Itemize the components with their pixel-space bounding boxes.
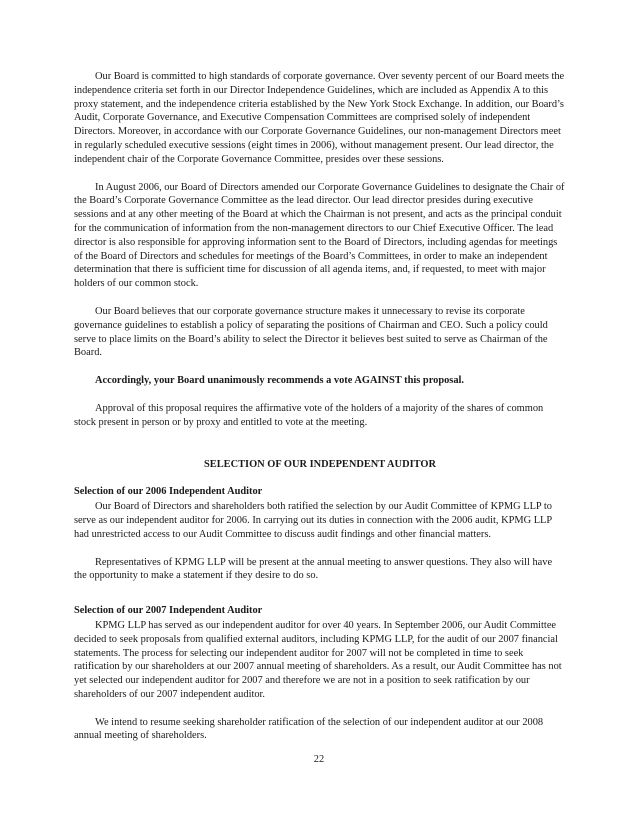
paragraph-2006-ratification: Our Board of Directors and shareholders both ratified the selection by our Audit Committee of KPMG LLP to serve as our independent auditor for 2006. In carrying out its duties in connection with the 2006 audit, KPMG LLP had unrestricted access to our Audit Committee to discuss audit findings and other financial matters.	[74, 501, 552, 540]
subheading-2006-auditor: Selection of our 2006 Independent Auditor	[74, 486, 263, 498]
page-number: 22	[313, 754, 325, 765]
section-heading-auditor: SELECTION OF OUR INDEPENDENT AUDITOR	[204, 458, 436, 470]
paragraph-approval-requirement: Approval of this proposal requires the affirmative vote of the holders of a majority of the shares of common stock present in person or by proxy and entitled to vote at the meeting.	[74, 402, 544, 428]
document-page	[74, 70, 566, 757]
paragraph-kpmg-representatives: Representatives of KPMG LLP will be present at the annual meeting to answer questions. They also will have the opportunity to make a statement if they desire to do so.	[74, 556, 553, 582]
paragraph-governance-standards: Our Board is committed to high standards of corporate governance. Over seventy percent of our Board meets the independence criteria set forth in our Director Independence Guidelines, which are included as Appendix A to this proxy statement, and the independence criteria established by the New York Stock Exchange. In addition, our Board’s Audit, Corporate Governance, and Executive Compensation Committees are comprised solely of independent Directors. Moreover, in accordance with our Corporate Governance Guidelines, our non-management Directors meet in regularly scheduled executive sessions (eight times in 2006), without management present. Our lead director, the independent chair of the Corporate Governance Committee, presides over these sessions.	[74, 71, 565, 165]
paragraph-lead-director: In August 2006, our Board of Directors amended our Corporate Governance Guidelines to designate the Chair of the Board’s Corporate Governance Committee as the lead director. Our lead director presides during executive sessions and at any other meeting of the Board at which the Chairman is not present, and acts as the principal conduit for the communication of information from the non-management directors to our Chief Executive Officer. The lead director is also responsible for approving information sent to the Board of Directors, including agendas for meetings of the Board of Directors and schedules for meetings of the Board’s Committees, in order to make an independent determination that there is sufficient time for discussion of all agenda items, and, if requested, to meet with major holders of our common stock.	[74, 181, 565, 290]
subheading-2007-auditor: Selection of our 2007 Independent Auditor	[74, 605, 263, 617]
paragraph-2008-ratification: We intend to resume seeking shareholder ratification of the selection of our independent auditor at our 2008 annual meeting of shareholders.	[74, 716, 544, 742]
board-recommendation: Accordingly, your Board unanimously recommends a vote AGAINST this proposal.	[95, 375, 465, 387]
paragraph-governance-structure: Our Board believes that our corporate governance structure makes it unnecessary to revise its corporate governance guidelines to establish a policy of separating the positions of Chairman and CEO. Such a policy could serve to place limits on the Board’s ability to select the Director it believes best suited to serve as Chairman of the Board.	[74, 305, 548, 359]
paragraph-2007-selection: KPMG LLP has served as our independent auditor for over 40 years. In September 2006, our Audit Committee decided to seek proposals from qualified external auditors, including KPMG LLP, for the audit of our 2007 financial statements. The process for selecting our independent auditor for 2007 will not be completed in time to seek ratification by our shareholders at our 2007 annual meeting of shareholders. As a result, our Audit Committee has not yet selected our independent auditor for 2007 and therefore we are not in a position to seek ratification by our shareholders of our 2007 independent auditor.	[74, 619, 562, 700]
